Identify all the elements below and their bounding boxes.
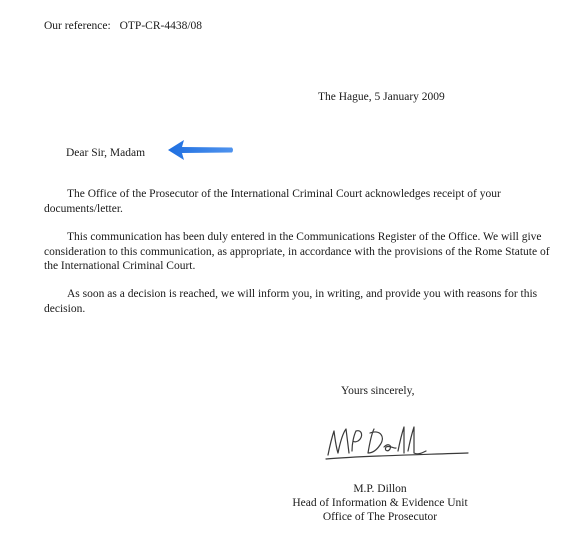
body-paragraph-1: The Office of the Prosecutor of the International Criminal Court acknowledges receipt of your documents/letter. xyxy=(44,188,501,215)
handwritten-signature xyxy=(318,415,478,473)
signatory-title: Head of Information & Evidence Unit xyxy=(292,497,468,509)
signatory-office: Office of The Prosecutor xyxy=(322,511,438,523)
reference-code: OTP-CR-4438/08 xyxy=(119,20,203,32)
signatory-name: M.P. Dillon xyxy=(353,483,407,495)
body-paragraph-3: As soon as a decision is reached, we will inform you, in writing, and provide you with reasons for this decision. xyxy=(44,288,538,315)
body-paragraph-2: This communication has been duly entered in the Communications Register of the Office. We will give consideration to this communication, as appropriate, in accordance with the provisions of the Rome Statute of the International Criminal Court. xyxy=(44,231,550,272)
arrow-left-icon xyxy=(166,138,236,162)
salutation: Dear Sir, Madam xyxy=(66,147,146,159)
reference-line xyxy=(44,20,202,32)
place-date: The Hague, 5 January 2009 xyxy=(318,91,445,103)
closing: Yours sincerely, xyxy=(341,385,415,397)
reference-label: Our reference: xyxy=(44,20,111,32)
signature-block xyxy=(270,482,490,524)
